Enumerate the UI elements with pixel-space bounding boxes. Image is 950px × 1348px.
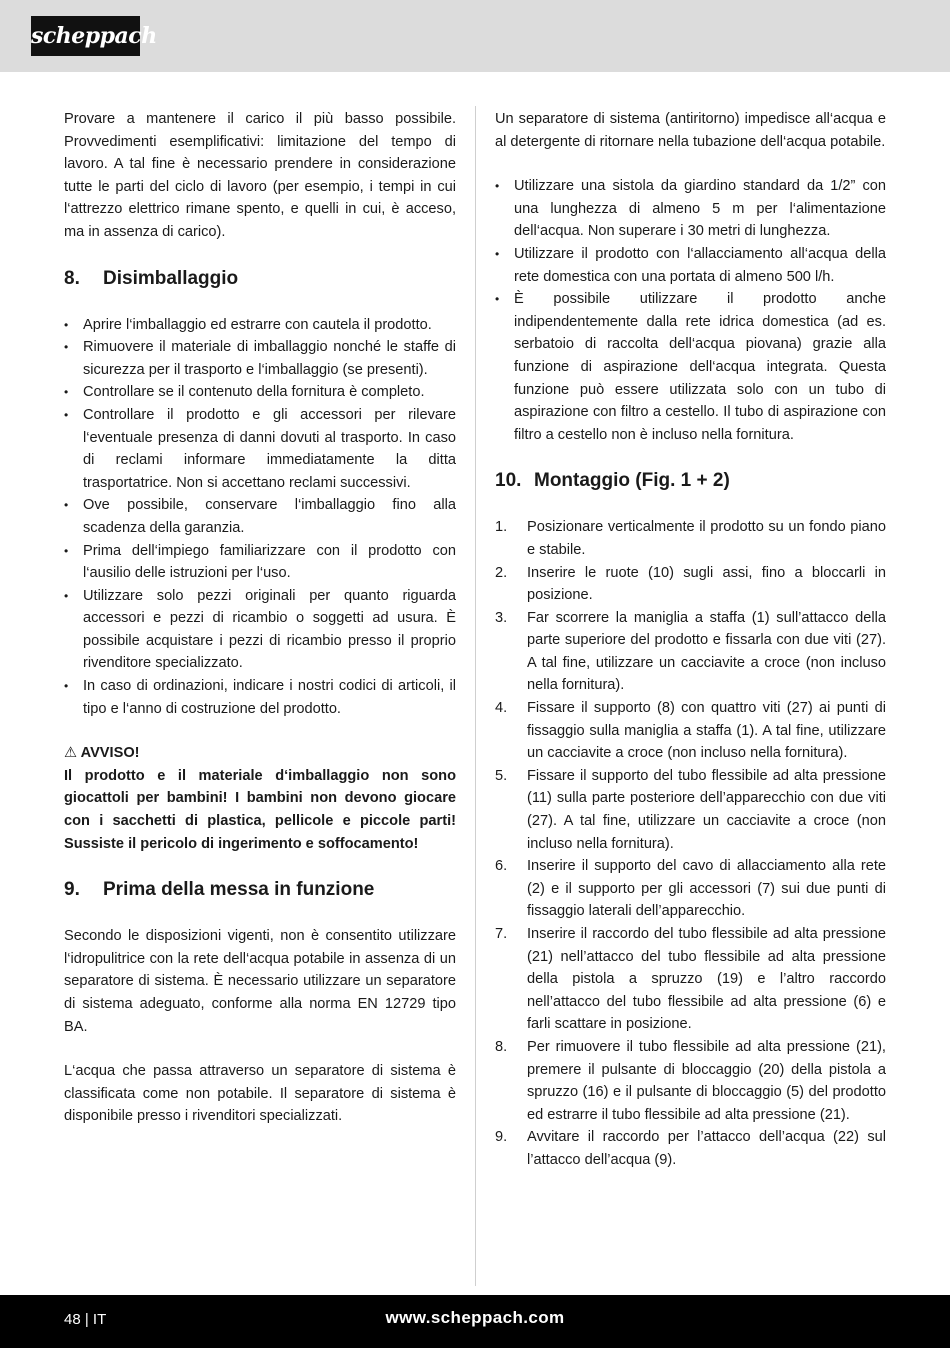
- step-item: 1. Posizionare verticalmente il prodotto su un fondo piano e stabile.: [495, 519, 886, 558]
- list-item: • In caso di ordinazioni, indicare i nostri codici di articoli, il tipo e l‘anno di costruzione del prodotto.: [64, 675, 456, 720]
- right-column: [495, 108, 886, 1172]
- list-item: • Prima dell‘impiego familiarizzare con il prodotto con l‘ausilio delle istruzioni per l‘uso.: [64, 540, 456, 585]
- section-10-heading: 10. Montaggio (Fig. 1 + 2): [495, 470, 730, 492]
- section-9-paragraph: L‘acqua che passa attraverso un separatore di sistema è classificata come non potabile. Il separatore di sistema è disponibile presso i rivenditori specializzati.: [64, 1063, 456, 1125]
- unpacking-list: [64, 314, 456, 721]
- step-item: 6. Inserire il supporto del cavo di allacciamento alla rete (2) e il supporto per gli accessori (7) sui due punti di fissaggio laterali dell’apparecchio.: [495, 858, 886, 920]
- intro-paragraph: Un separatore di sistema (antiritorno) impedisce all‘acqua e al detergente di ritornare nella tubazione dell‘acqua potabile.: [495, 111, 886, 150]
- warning-text: Il prodotto e il materiale d‘imballaggio non sono giocattoli per bambini! I bambini non devono giocare con i sacchetti di plastica, pellicole e piccole parti! Sussiste il pericolo di ingerimento e soffocamento!: [64, 767, 456, 852]
- warning-title: ⚠ AVVISO!: [64, 745, 140, 762]
- intro-paragraph: Provare a mantenere il carico il più basso possibile. Provvedimenti esemplificativi: limitazione del tempo di lavoro. A tal fine è necessario prendere in considerazione tutte le parti del ciclo di lavoro (per esempio, i tempi in cui l‘attrezzo elettrico rimane spento, e quelli in cui, è acceso, ma in assenza di carico).: [64, 111, 456, 240]
- list-item: • Ove possibile, conservare l‘imballaggio fino alla scadenza della garanzia.: [64, 494, 456, 539]
- page-footer: [0, 1295, 950, 1348]
- list-item: • Controllare se il contenuto della fornitura è completo.: [64, 381, 456, 404]
- water-supply-list: [495, 175, 886, 446]
- warning-icon: ⚠: [64, 745, 78, 762]
- list-item: • Rimuovere il materiale di imballaggio nonché le staffe di sicurezza per il trasporto e l‘imballaggio (se presenti).: [64, 336, 456, 381]
- section-9-heading: 9. Prima della messa in funzione: [64, 879, 375, 901]
- section-9-paragraph: Secondo le disposizioni vigenti, non è consentito utilizzare l‘idropulitrice con la rete dell‘acqua potabile in assenza di un separatore di sistema. È necessario utilizzare un separatore di sistema adeguato, conforme alla norma EN 12729 tipo BA.: [64, 928, 456, 1035]
- list-item: • Utilizzare una sistola da giardino standard da 1/2” con una lunghezza di almeno 5 m per l‘alimentazione dell‘acqua. Non superare i 30 metri di lunghezza.: [495, 175, 886, 243]
- top-header-bar: [0, 0, 950, 72]
- list-item: • È possibile utilizzare il prodotto anche indipendentemente dalla rete idrica domestica (ad es. serbatoio di raccolta dell‘acqua piovana) grazie alla funzione di aspirazione dell‘acqua integrata. Questa funzione può essere utilizzata solo con un tubo di aspirazione con filtro a cestello. Il tubo di aspirazione con filtro a cestello non è incluso nella fornitura.: [495, 288, 886, 446]
- website-link[interactable]: www.scheppach.com: [385, 1308, 565, 1327]
- list-item: • Utilizzare il prodotto con l‘allacciamento all‘acqua della rete domestica con una portata di almeno 500 l/h.: [495, 243, 886, 288]
- left-column: [64, 108, 456, 1128]
- list-item: • Controllare il prodotto e gli accessori per rilevare l‘eventuale presenza di danni dovuti al trasporto. In caso di reclami informare immediatamente la ditta trasportatrice. Non si accettano reclami successivi.: [64, 404, 456, 494]
- column-divider: [475, 106, 476, 1286]
- step-item: 4. Fissare il supporto (8) con quattro viti (27) ai punti di fissaggio sulla maniglia a staffa (1). A tal fine, utilizzare un cacciavite a croce (non incluso nella fornitura).: [495, 700, 886, 762]
- step-item: 5. Fissare il supporto del tubo flessibile ad alta pressione (11) sulla parte posteriore dell’apparecchio con due viti (27). A tal fine, utilizzare un cacciavite a croce (non incluso nella fornitura).: [495, 767, 886, 852]
- list-item: • Utilizzare solo pezzi originali per quanto riguarda accessori e pezzi di ricambio o soggetti ad usura. È possibile acquistare i pezzi di ricambio presso il proprio rivenditore specializzato.: [64, 585, 456, 675]
- step-item: 3. Far scorrere la maniglia a staffa (1) sull’attacco della parte superiore del prodotto e fissarla con due viti (27). A tal fine, utilizzare un cacciavite a croce (non incluso nella fornitura).: [495, 609, 886, 694]
- step-item: 9. Avvitare il raccordo per l’attacco dell’acqua (22) sul l’attacco dell’acqua (9).: [495, 1129, 886, 1168]
- assembly-steps: [495, 516, 886, 1171]
- step-item: 7. Inserire il raccordo del tubo flessibile ad alta pressione (21) nell’attacco del tubo flessibile ad alta pressione della pistola a spruzzo (19) e l’altro raccordo nell’attacco del tubo flessibile ad alta pressione (6) e farli scattare in posizione.: [495, 926, 886, 1033]
- step-item: 2. Inserire le ruote (10) sugli assi, fino a bloccarli in posizione.: [495, 564, 886, 604]
- page-number: 48 | IT: [64, 1311, 107, 1328]
- brand-logo: scheppach: [31, 16, 140, 56]
- step-item: 8. Per rimuovere il tubo flessibile ad alta pressione (21), premere il pulsante di bloccaggio (20) della pistola a spruzzo (16) e il pulsante di bloccaggio (5) del prodotto ed estrarre il tubo flessibile ad alta pressione (21).: [495, 1038, 886, 1123]
- list-item: • Aprire l‘imballaggio ed estrarre con cautela il prodotto.: [64, 314, 456, 337]
- section-8-heading: 8. Disimballaggio: [64, 267, 239, 289]
